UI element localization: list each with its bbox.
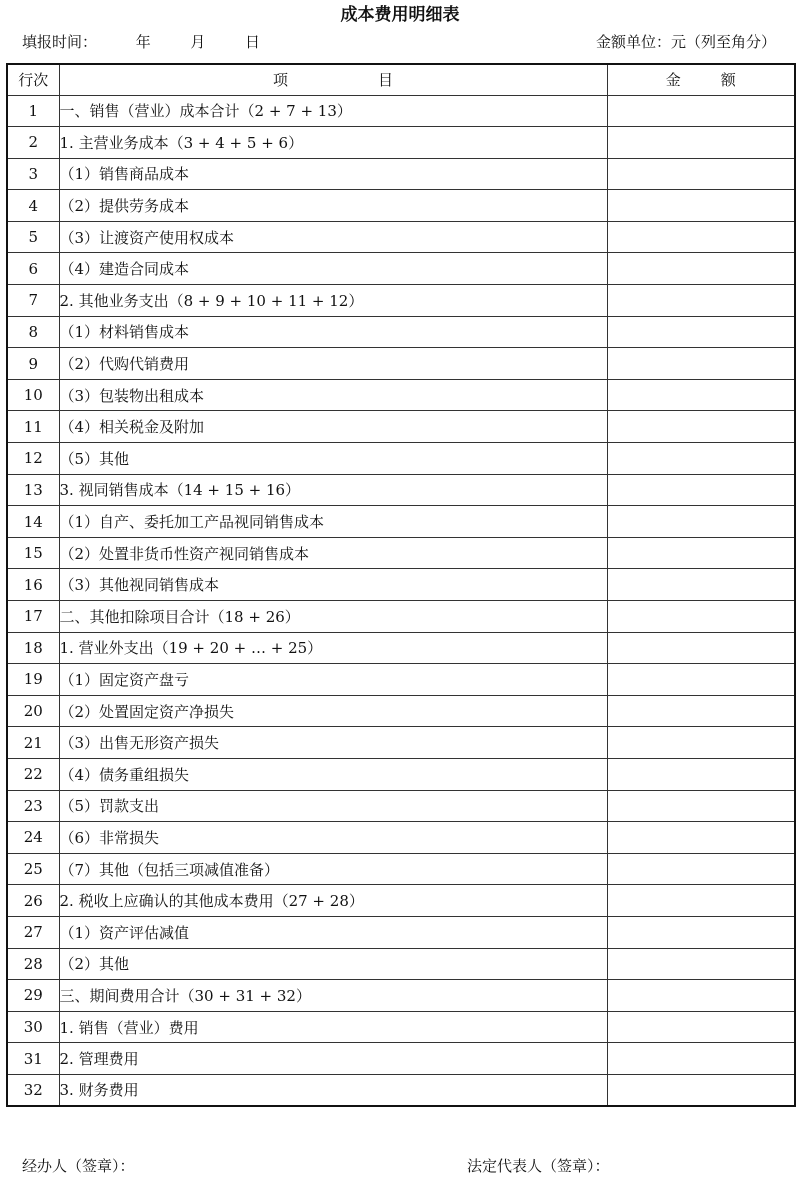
- row-number: 28: [7, 948, 59, 980]
- row-amount-cell[interactable]: [607, 190, 795, 222]
- amount-unit-label: 金额单位：元（列至角分）: [595, 33, 776, 51]
- row-number: 9: [7, 348, 59, 380]
- row-number: 26: [7, 885, 59, 917]
- row-number: 29: [7, 980, 59, 1012]
- row-item: 2. 税收上应确认的其他成本费用（27 + 28）: [59, 885, 607, 917]
- month-label: 月: [190, 33, 206, 51]
- row-number: 10: [7, 379, 59, 411]
- row-number: 31: [7, 1043, 59, 1075]
- row-item: （3）出售无形资产损失: [59, 727, 607, 759]
- day-label: 日: [244, 33, 260, 51]
- table-row: [7, 790, 795, 822]
- row-amount-cell[interactable]: [607, 506, 795, 538]
- row-amount-cell[interactable]: [607, 569, 795, 601]
- table-body: [7, 95, 795, 1106]
- row-item: 1. 营业外支出（19 + 20 + … + 25）: [59, 632, 607, 664]
- row-number: 2: [7, 127, 59, 159]
- row-number: 5: [7, 221, 59, 253]
- row-amount-cell[interactable]: [607, 158, 795, 190]
- table-row: [7, 348, 795, 380]
- table-row: [7, 253, 795, 285]
- table-row: [7, 916, 795, 948]
- cost-expense-table: [6, 63, 796, 1107]
- row-item: （1）资产评估减值: [59, 916, 607, 948]
- row-amount-cell[interactable]: [607, 221, 795, 253]
- row-item: 2. 管理费用: [59, 1043, 607, 1075]
- row-number: 15: [7, 537, 59, 569]
- table-row: [7, 758, 795, 790]
- document-title: 成本费用明细表: [340, 5, 460, 25]
- col-header-amount: [607, 64, 795, 95]
- row-item: （3）其他视同销售成本: [59, 569, 607, 601]
- table-row: [7, 727, 795, 759]
- row-item: 1. 主营业务成本（3 + 4 + 5 + 6）: [59, 127, 607, 159]
- row-item: （3）包装物出租成本: [59, 379, 607, 411]
- row-item: （4）债务重组损失: [59, 758, 607, 790]
- row-number: 24: [7, 822, 59, 854]
- row-amount-cell[interactable]: [607, 664, 795, 696]
- row-item: 2. 其他业务支出（8 + 9 + 10 + 11 + 12）: [59, 285, 607, 317]
- table-row: [7, 443, 795, 475]
- table-row: [7, 285, 795, 317]
- row-item: （1）销售商品成本: [59, 158, 607, 190]
- row-item: （2）提供劳务成本: [59, 190, 607, 222]
- handler-signature-label: 经办人（签章）：: [22, 1157, 135, 1175]
- table-row: [7, 95, 795, 127]
- row-item: 二、其他扣除项目合计（18 + 26）: [59, 601, 607, 633]
- table-row: [7, 980, 795, 1012]
- row-item: （4）相关税金及附加: [59, 411, 607, 443]
- row-amount-cell[interactable]: [607, 127, 795, 159]
- row-amount-cell[interactable]: [607, 537, 795, 569]
- row-number: 16: [7, 569, 59, 601]
- row-number: 27: [7, 916, 59, 948]
- row-number: 11: [7, 411, 59, 443]
- table-row: [7, 632, 795, 664]
- row-item: （4）建造合同成本: [59, 253, 607, 285]
- table-row: [7, 474, 795, 506]
- row-item: （1）材料销售成本: [59, 316, 607, 348]
- legal-representative-signature-label: 法定代表人（签章）：: [467, 1157, 610, 1175]
- row-amount-cell[interactable]: [607, 790, 795, 822]
- row-number: 32: [7, 1074, 59, 1106]
- table-row: [7, 127, 795, 159]
- row-number: 6: [7, 253, 59, 285]
- row-item: （1）固定资产盘亏: [59, 664, 607, 696]
- table-row: [7, 1074, 795, 1106]
- row-amount-cell[interactable]: [607, 379, 795, 411]
- row-amount-cell[interactable]: [607, 411, 795, 443]
- row-item: （2）处置非货币性资产视同销售成本: [59, 537, 607, 569]
- row-amount-cell[interactable]: [607, 601, 795, 633]
- row-amount-cell[interactable]: [607, 916, 795, 948]
- row-amount-cell[interactable]: [607, 253, 795, 285]
- table-row: [7, 316, 795, 348]
- row-number: 14: [7, 506, 59, 538]
- row-number: 8: [7, 316, 59, 348]
- row-amount-cell[interactable]: [607, 853, 795, 885]
- row-amount-cell[interactable]: [607, 695, 795, 727]
- table-row: [7, 190, 795, 222]
- table-row: [7, 158, 795, 190]
- row-item: （2）代购代销费用: [59, 348, 607, 380]
- table-row: [7, 411, 795, 443]
- row-number: 4: [7, 190, 59, 222]
- row-item: 一、销售（营业）成本合计（2 + 7 + 13）: [59, 95, 607, 127]
- col-header-item: [59, 64, 607, 95]
- table-row: [7, 1011, 795, 1043]
- table-row: [7, 221, 795, 253]
- table-header-row: [7, 64, 795, 95]
- table-row: [7, 822, 795, 854]
- row-item: （7）其他（包括三项减值准备）: [59, 853, 607, 885]
- row-amount-cell[interactable]: [607, 822, 795, 854]
- fill-time-line: [22, 32, 260, 52]
- row-item: （5）罚款支出: [59, 790, 607, 822]
- row-amount-cell[interactable]: [607, 727, 795, 759]
- col-header-item-text: 项 目: [273, 71, 393, 90]
- row-item: 三、期间费用合计（30 + 31 + 32）: [59, 980, 607, 1012]
- table-row: [7, 664, 795, 696]
- row-item: （3）让渡资产使用权成本: [59, 221, 607, 253]
- row-number: 13: [7, 474, 59, 506]
- year-label: 年: [135, 33, 151, 51]
- row-amount-cell[interactable]: [607, 95, 795, 127]
- row-amount-cell[interactable]: [607, 348, 795, 380]
- row-amount-cell[interactable]: [607, 1043, 795, 1075]
- row-number: 3: [7, 158, 59, 190]
- row-item: （1）自产、委托加工产品视同销售成本: [59, 506, 607, 538]
- row-amount-cell[interactable]: [607, 758, 795, 790]
- row-item: （5）其他: [59, 443, 607, 475]
- table-row: [7, 569, 795, 601]
- table-row: [7, 1043, 795, 1075]
- row-amount-cell[interactable]: [607, 980, 795, 1012]
- row-amount-cell[interactable]: [607, 1011, 795, 1043]
- row-amount-cell[interactable]: [607, 285, 795, 317]
- table-row: [7, 379, 795, 411]
- row-amount-cell[interactable]: [607, 443, 795, 475]
- row-number: 20: [7, 695, 59, 727]
- row-amount-cell[interactable]: [607, 1074, 795, 1106]
- row-number: 23: [7, 790, 59, 822]
- table-row: [7, 601, 795, 633]
- table-row: [7, 948, 795, 980]
- table-row: [7, 695, 795, 727]
- row-item: 1. 销售（营业）费用: [59, 1011, 607, 1043]
- row-item: 3. 视同销售成本（14 + 15 + 16）: [59, 474, 607, 506]
- row-item: （6）非常损失: [59, 822, 607, 854]
- row-number: 12: [7, 443, 59, 475]
- row-item: （2）其他: [59, 948, 607, 980]
- col-header-amount-text: 金 额: [665, 71, 736, 90]
- col-header-row-no: 行次: [7, 64, 59, 95]
- row-amount-cell[interactable]: [607, 474, 795, 506]
- row-number: 18: [7, 632, 59, 664]
- row-number: 1: [7, 95, 59, 127]
- row-number: 17: [7, 601, 59, 633]
- table-row: [7, 537, 795, 569]
- table-row: [7, 506, 795, 538]
- row-number: 21: [7, 727, 59, 759]
- row-item: 3. 财务费用: [59, 1074, 607, 1106]
- table-row: [7, 853, 795, 885]
- row-number: 22: [7, 758, 59, 790]
- row-number: 19: [7, 664, 59, 696]
- fill-time-label: 填报时间：: [22, 33, 98, 51]
- row-number: 7: [7, 285, 59, 317]
- row-number: 30: [7, 1011, 59, 1043]
- table-row: [7, 885, 795, 917]
- row-amount-cell[interactable]: [607, 632, 795, 664]
- row-amount-cell[interactable]: [607, 316, 795, 348]
- fill-date: [136, 32, 260, 52]
- row-amount-cell[interactable]: [607, 948, 795, 980]
- row-number: 25: [7, 853, 59, 885]
- row-item: （2）处置固定资产净损失: [59, 695, 607, 727]
- row-amount-cell[interactable]: [607, 885, 795, 917]
